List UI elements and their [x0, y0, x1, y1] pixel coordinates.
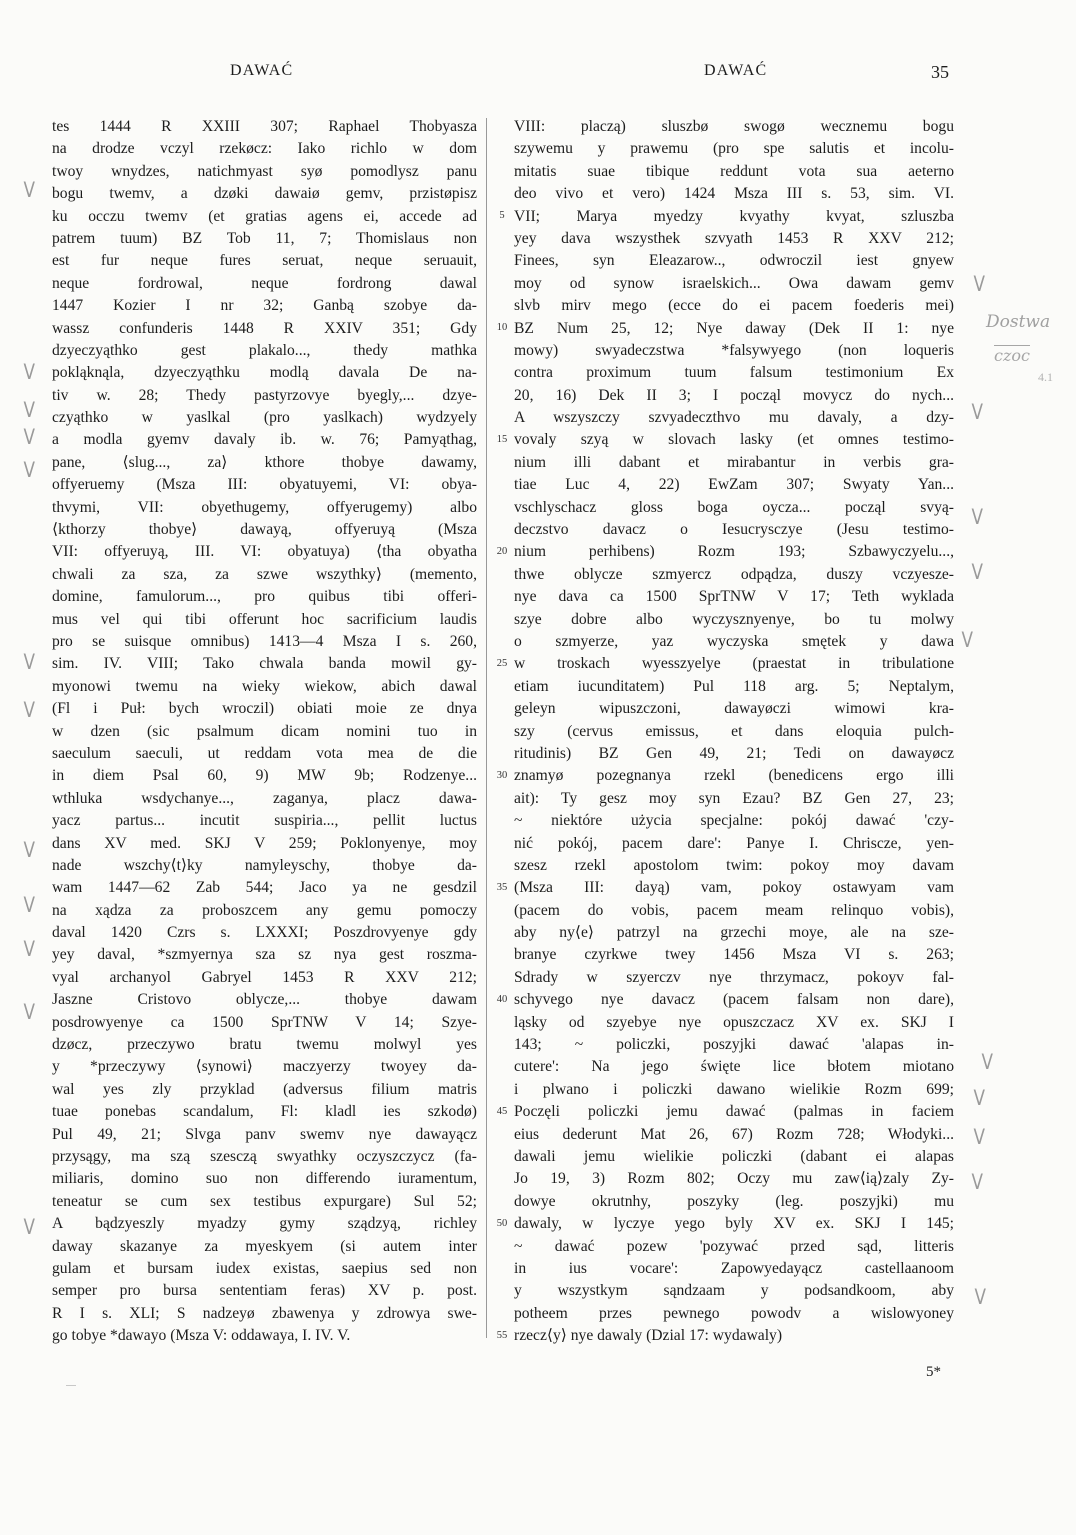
page-smudge: [66, 1385, 76, 1386]
text-line: 1447 Kozier I nr 32; Ganbą szobye da-: [52, 297, 477, 315]
text-line: na xądza za proboszcem any gemu pomoczy: [52, 901, 477, 919]
check-mark-icon: V: [973, 1125, 985, 1149]
text-line: tes 1444 R XXIII 307; Raphael Thobyasza: [52, 118, 477, 135]
text-line: szy (cervus emissus, et dans eloquia pulch-: [514, 722, 954, 740]
text-line: thwe oblycze szmyercz odpądza, duszy vczyesze-: [514, 565, 954, 583]
text-line: deo vivo et vero) 1424 Msza III s. 53, sim. VI.: [514, 185, 954, 203]
check-mark-icon: V: [981, 1050, 993, 1074]
text-line: go tobye *dawayo (Msza V: oddawaya, I. IV. V.: [52, 1327, 351, 1345]
text-line: R I s. XLI; S nadzeyø zbawenya y zdrowya swe-: [52, 1304, 477, 1322]
text-line: pro se suisque omnibus) 1413—4 Msza I s. 260,: [52, 632, 477, 650]
text-line: mitatis suae tibique reddunt vota sua aeterno: [514, 162, 954, 180]
check-mark-icon: V: [23, 458, 35, 482]
line-number: 40: [496, 993, 508, 1005]
text-line: ritudinis) BZ Gen 49, 21; Tedi on dawayøcz: [514, 744, 954, 762]
line-number: 30: [496, 769, 508, 781]
text-line: y wszystkym sąndzaam y podsandkoom, aby: [514, 1282, 954, 1300]
text-line: cutere': Na jego święte lice błotem miotano: [514, 1058, 954, 1076]
text-line: Sdrady w szyerczv nye thrzymacz, pokoyv fal-: [514, 968, 954, 986]
check-mark-icon: V: [971, 400, 983, 424]
text-line: aby ny⟨e⟩ patrzyl na grzechi moye, ale na sze-: [514, 924, 954, 942]
line-number: 25: [496, 657, 508, 669]
left-column: [52, 116, 477, 1347]
text-line: slvb mirv mego (ecce do ei pacem foederis mei): [514, 297, 954, 315]
text-line: etiam iucunditatem) Pul 118 arg. 5; Neptalym,: [514, 677, 954, 695]
check-mark-icon: V: [23, 650, 35, 674]
text-line: est fur neque fures seruat, neque seruauit,: [52, 252, 477, 270]
text-line: A bądzyeszly myadzy gymy sządzyą, richley: [52, 1215, 477, 1233]
column-divider: [486, 118, 487, 1338]
text-line: dzøcz, przeczywo bratu twemu molwyl yes: [52, 1036, 477, 1054]
text-line: ląsky od szyebye nye opuszczacz XV ex. SKJ I: [514, 1013, 954, 1031]
text-line: nium illi dabant et mirabantur in verbis gra-: [514, 453, 954, 471]
text-line: daval 1420 Czrs s. LXXXI; Poszdrovyenye gdy: [52, 924, 477, 942]
text-line: ku occzu twemv (et gratias agens ei, accede ad: [52, 207, 477, 225]
check-mark-icon: V: [974, 1285, 986, 1309]
check-mark-icon: V: [23, 1215, 35, 1239]
check-mark-icon: V: [971, 1170, 983, 1194]
text-line: pane, ⟨slug..., za⟩ kthore thobye dawamy,: [52, 453, 477, 471]
text-line: Jaszne Cristovo oblycze,... thobye dawam: [52, 991, 477, 1009]
text-line: vovaly szyą w slovach lasky (et omnes testimo-: [514, 431, 954, 449]
line-number: 45: [496, 1105, 508, 1117]
check-mark-icon: V: [23, 893, 35, 917]
text-line: czyąthko w yaslkal (pro yaslkach) wydzyely: [52, 409, 477, 427]
check-mark-icon: V: [23, 360, 35, 384]
check-mark-icon: V: [23, 698, 35, 722]
check-mark-icon: V: [23, 178, 35, 202]
check-mark-icon: V: [973, 1086, 985, 1110]
text-line: nade wszchy⟨t⟩ky namyleyschy, thobye da-: [52, 856, 477, 874]
line-number: 15: [496, 433, 508, 445]
text-line: moy od synow israelskich... Owa dawam gemv: [514, 274, 954, 292]
text-line: Poczęli policzki jemu dawać (palmas in faciem: [514, 1103, 954, 1121]
text-line: gulam et bursam iudex existas, saepius sed non: [52, 1259, 477, 1277]
text-line: miliaris, domino suo non differendo iuramentum,: [52, 1170, 477, 1188]
text-line: deczstvo davacz o Iesucrysczye (Jesu testimo-: [514, 521, 954, 539]
line-number: 50: [496, 1217, 508, 1229]
text-line: potheem przes pewnego powodv a wislowyoney: [514, 1304, 954, 1322]
text-line: rzecz⟨y⟩ nye dawaly (Dzial 17: wydawaly): [514, 1327, 783, 1345]
right-column: [514, 116, 954, 1347]
text-line: na drodze vczyl rzekøcz: Iako richlo w dom: [52, 140, 477, 158]
text-line: semper pro bursa sententiam feras) XV p. post.: [52, 1282, 477, 1300]
text-line: branye czyrkwe twey 1456 Msza VI s. 263;: [514, 946, 954, 964]
text-line: nić pokój, pacem dare': Panye I. Chriscze, yen-: [514, 834, 954, 852]
line-number: 10: [496, 321, 508, 333]
text-line: VII: offyeruyą, III. VI: obyatuya) ⟨tha obyatha: [52, 543, 477, 561]
text-line: nium perhibens) Rozm 193; Szbawyczyelu...,: [514, 543, 954, 561]
text-line: Jo 19, 3) Rozm 802; Oczy mu zaw⟨ią⟩zaly Zy-: [514, 1170, 954, 1188]
text-line: 20, 16) Dek II 3; I począl movycz do nych...: [514, 386, 954, 404]
text-line: wassz confunderis 1448 R XXIV 351; Gdy: [52, 319, 477, 337]
text-line: dowye okrutnhy, poszyky (leg. poszyjki) mu: [514, 1192, 954, 1210]
left-running-head: DAWAĆ: [230, 62, 294, 79]
text-line: (Msza III: dayą) vam, pokoy ostawyam vam: [514, 879, 954, 897]
text-line: A wszyszczy szvyadeczthvo mu davaly, a dzy-: [514, 409, 954, 427]
text-line: twoy wnydzes, natichmyast syø pomodlysz panu: [52, 162, 477, 180]
signature-mark: 5*: [926, 1364, 941, 1380]
text-line: BZ Num 25, 12; Nye daway (Dek II 1: nye: [514, 319, 954, 337]
text-line: wam 1447—62 Zab 544; Jaco ya ne gesdzil: [52, 879, 477, 897]
text-line: dawaly, w lyczye yego byly XV ex. SKJ I 145;: [514, 1215, 954, 1233]
text-line: sim. IV. VIII; Tako chwala banda mowil gy-: [52, 655, 477, 673]
text-line: szesz rzekl apostolom twim: pokoy moy davam: [514, 856, 954, 874]
check-mark-icon: V: [23, 937, 35, 961]
text-line: vyal archanyol Gabryel 1453 R XXV 212;: [52, 968, 477, 986]
text-line: VIII: placzą) sluszbø swogø wecznemu bogu: [514, 118, 954, 135]
text-line: saeculum saeculi, ut reddam vota mea de die: [52, 744, 477, 762]
text-line: a modla gyemv davaly ib. w. 76; Pamyąthag,: [52, 431, 477, 449]
text-line: tiv w. 28; Thedy pastyrzovye byegly,... dzye-: [52, 386, 477, 404]
text-line: wal yes zly przyklad (adversus filium matris: [52, 1080, 477, 1098]
check-mark-icon: V: [23, 1000, 35, 1024]
text-line: domine, famulorum..., pro quibus tibi offeri-: [52, 588, 477, 606]
text-line: Pul 49, 21; Slvga panv swemv nye dawayącz: [52, 1125, 477, 1143]
handwriting-word-1: Dostwa: [986, 312, 1051, 332]
text-line: szywemu y prawemu (pro spe salutis et incolu-: [514, 140, 954, 158]
text-line: pokląknąla, dzyeczyąthku modlą davala De na-: [52, 364, 477, 382]
text-line: przysągy, ma szą szesczą swyathky oczyszczycz (fa-: [52, 1147, 477, 1165]
text-line: i plwano i policzki dawano wielikie Rozm 699;: [514, 1080, 954, 1098]
text-line: posdrowyenye ca 1500 SprTNW V 14; Szye-: [52, 1013, 477, 1031]
text-line: thvymi, VII: obyethugemy, offyerugemy) albo: [52, 498, 477, 516]
text-line: in ius vocare': Zapowyedayącz castellaanoom: [514, 1259, 954, 1277]
text-line: yacz partus... incutit suspiria..., pellit luctus: [52, 812, 477, 830]
text-line: mus vel qui tibi offerunt hoc sacrificium laudis: [52, 610, 477, 628]
check-mark-icon: V: [971, 505, 983, 529]
handwriting-word-3: 4.1: [1038, 370, 1053, 384]
text-line: myonowi twemu na wieky wiekow, abich dawal: [52, 677, 477, 695]
text-line: tuae ponebas scandalum, Fl: kladl ies szkodø): [52, 1103, 477, 1121]
check-mark-icon: V: [973, 272, 985, 296]
text-line: dans XV med. SKJ V 259; Poklonyenye, moy: [52, 834, 477, 852]
text-line: vschlyschacz gloss boga oycza... począl svyą-: [514, 498, 954, 516]
text-line: neque fordrowal, neque fordrong dawal: [52, 274, 477, 292]
text-line: ~ niektóre użycia specjalne: pokój dawać 'czy-: [514, 812, 954, 830]
text-line: offyeruemy (Msza III: obyatuyemi, VI: obya-: [52, 476, 477, 494]
text-line: w dzen (sic psalmum dicam nomini tuo in: [52, 722, 477, 740]
text-line: wthluka wsdychanye..., zaganya, placz dawa-: [52, 789, 477, 807]
text-line: w troskach wyesszyelye (praestat in tribulatione: [514, 655, 954, 673]
text-line: bogu twemv, a dzøki dawaiø gemv, przistøpisz: [52, 185, 477, 203]
line-number: 35: [496, 881, 508, 893]
text-line: geleyn wipuszczoni, dawayøczi wimowi kra-: [514, 700, 954, 718]
text-line: ~ dawać pozew 'pozywać przed sąd, litteris: [514, 1237, 954, 1255]
text-line: szye dobre albo wyczysznyenye, bo tu molwy: [514, 610, 954, 628]
line-number: 5: [499, 209, 505, 221]
check-mark-icon: V: [961, 628, 973, 652]
text-line: (pacem do vobis, pacem meam relinquo vobis),: [514, 901, 954, 919]
check-mark-icon: V: [23, 838, 35, 862]
text-line: o szmyerze, yaz wyczyska smętek y dawa: [514, 632, 954, 650]
text-line: mowy) swyadeczstwa *falsywyego (non loqueris: [514, 341, 954, 359]
text-line: eius dederunt Mat 26, 67) Rozm 728; Włodyki...: [514, 1125, 954, 1143]
text-line: dzyeczyąthko gest plakalo..., thedy mathka: [52, 341, 477, 359]
text-line: schyvego nye davacz (pacem falsam non dare),: [514, 991, 954, 1009]
text-line: ⟨kthorzy thobye⟩ dawayą, offyeruyą (Msza: [52, 521, 477, 539]
check-mark-icon: V: [971, 560, 983, 584]
text-line: dawali jemu wielikie policzki (dabant ei alapas: [514, 1147, 954, 1165]
check-mark-icon: V: [23, 398, 35, 422]
text-line: yey dava wszysthek szvyath 1453 R XXV 212;: [514, 229, 954, 247]
text-line: tiae Luc 4, 22) EwZam 307; Swyaty Yan...: [514, 476, 954, 494]
line-number: 55: [496, 1329, 508, 1341]
text-line: y *przeczywy ⟨synowi⟩ maczyerzy twoyey da-: [52, 1058, 477, 1076]
handwriting-word-2: czoc: [994, 346, 1030, 365]
right-running-head: DAWAĆ: [704, 62, 768, 79]
text-line: teneatur se cum sex testibus expurgare) Sul 52;: [52, 1192, 477, 1210]
text-line: nye dava ca 1500 SprTNW V 17; Teth wyklada: [514, 588, 954, 606]
text-line: daway skazanye za myeskyem (si autem inter: [52, 1237, 477, 1255]
text-line: in diem Psal 60, 9) MW 9b; Rodzenye...: [52, 767, 477, 785]
text-line: chwali za sza, za szwe wszythky⟩ (memento,: [52, 565, 477, 583]
handwritten-annotation: [968, 312, 1073, 392]
line-number: 20: [496, 545, 508, 557]
text-line: 143; ~ policzki, poszyjki dawać 'alapas in-: [514, 1036, 954, 1054]
text-line: Finees, syn Eleazarow.., odwroczil iest gnyew: [514, 252, 954, 270]
text-line: yey daval, *szmyernya sza sz nya gest roszma-: [52, 946, 477, 964]
text-line: (Fl i Puł: bych wroczil) obiati moie ze dnya: [52, 700, 477, 718]
text-line: patrem tuum) BZ Tob 11, 7; Thomislaus non: [52, 229, 477, 247]
text-line: ait): Ty gesz moy syn Ezau? BZ Gen 27, 23;: [514, 789, 954, 807]
text-line: znamyø pozegnanya rzekl (benedicens ergo illi: [514, 767, 954, 785]
page-number: 35: [931, 62, 949, 82]
text-line: contra proximum tuum falsum testimonium Ex: [514, 364, 954, 382]
text-line: VII; Marya myedzy kvyathy kvyat, szluszba: [514, 207, 954, 225]
check-mark-icon: V: [23, 425, 35, 449]
